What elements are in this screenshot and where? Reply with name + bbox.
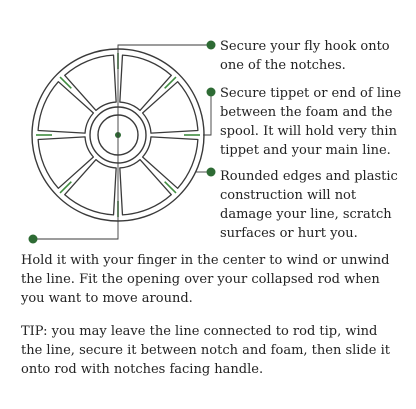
callout-dot-edges [207, 168, 216, 177]
callout-dot-notch [207, 41, 216, 50]
tip-paragraph: TIP: you may leave the line connected to rod tip, wind the line, secure it between notch and foam, then slide it onto rod with notches facing handle. [21, 324, 390, 377]
callout-dot-hold [29, 235, 38, 244]
callout-dot-foam [207, 88, 216, 97]
callout-edges-text: Rounded edges and plastic construction will not damage your line, scratch surfaces or hurt you. [220, 169, 398, 241]
callout-foam-text: Secure tippet or end of line between the foam and the spool. It will hold very thin tippet and your main line. [220, 86, 402, 158]
instruction-paragraph: Hold it with your finger in the center to wind or unwind the line. Fit the opening over your collapsed rod when you want to move around. [21, 253, 390, 306]
callout-notch-text: Secure your fly hook onto one of the notches. [220, 39, 390, 73]
